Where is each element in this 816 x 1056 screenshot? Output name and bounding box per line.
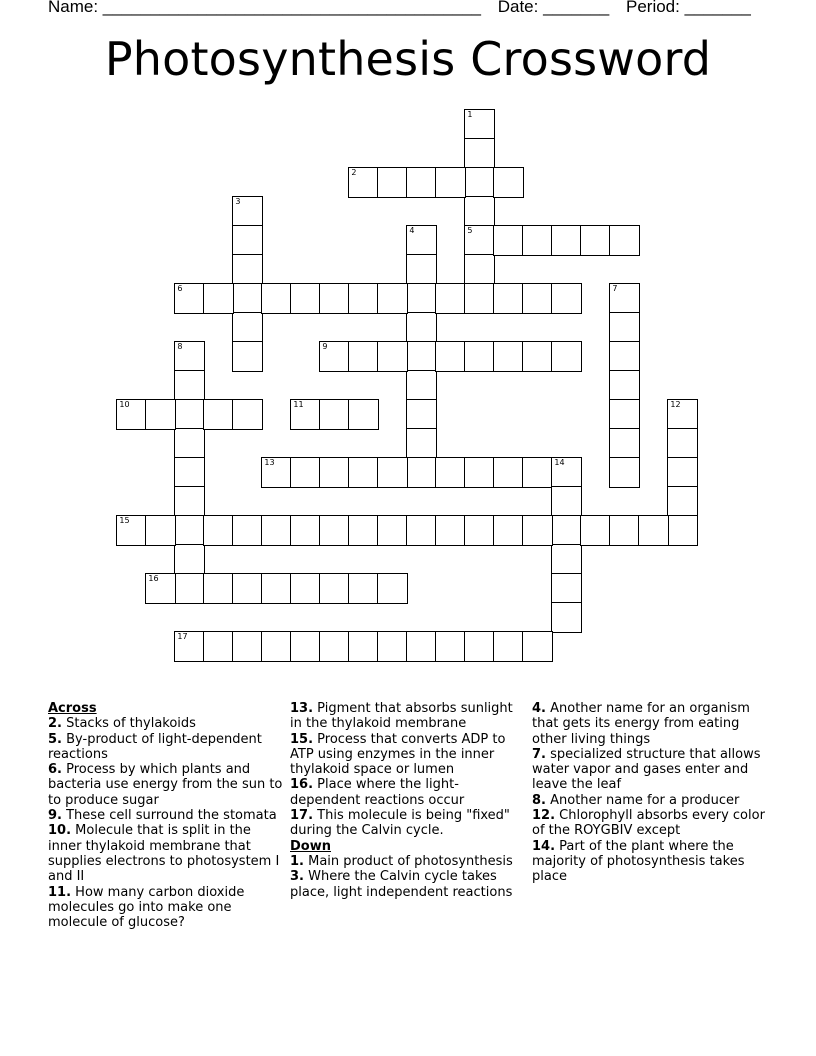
crossword-cell[interactable] (464, 225, 494, 255)
crossword-cell[interactable] (232, 631, 262, 661)
crossword-cell[interactable] (493, 225, 523, 255)
name-blank[interactable]: ________________________________________ (102, 0, 481, 16)
crossword-cell[interactable] (580, 225, 610, 255)
clue-text: Part of the plant where the majority of photosynthesis takes place (532, 838, 745, 885)
crossword-cell[interactable] (174, 573, 204, 603)
crossword-cell[interactable] (609, 428, 639, 458)
crossword-cell[interactable] (551, 573, 581, 603)
crossword-cell[interactable] (667, 486, 697, 516)
crossword-cell[interactable] (174, 428, 204, 458)
crossword-cell[interactable] (609, 399, 639, 429)
clue-text: Chlorophyll absorbs every color of the ROYGBIV except (532, 808, 765, 839)
clue-number-label: 4 (409, 226, 415, 236)
crossword-cell[interactable] (667, 457, 697, 487)
clue-text: Main product of photosynthesis (303, 853, 513, 869)
across-clue (290, 701, 526, 732)
crossword-cell[interactable] (406, 457, 436, 487)
clue-number: 5. (48, 731, 62, 747)
crossword-cell[interactable] (145, 399, 175, 429)
clue-number: 7. (532, 746, 546, 762)
crossword-cell[interactable] (609, 225, 639, 255)
crossword-cell[interactable] (203, 515, 233, 545)
crossword-cell[interactable] (319, 399, 349, 429)
crossword-cell[interactable] (319, 573, 349, 603)
crossword-cell[interactable] (319, 457, 349, 487)
crossword-cell[interactable] (522, 283, 552, 313)
crossword-cell[interactable] (406, 631, 436, 661)
crossword-cell[interactable] (609, 341, 639, 371)
clue-text: Process by which plants and bacteria use energy from the sun to to produce sugar (48, 762, 283, 808)
crossword-cell[interactable] (319, 515, 349, 545)
crossword-cell[interactable] (406, 428, 436, 458)
crossword-cell[interactable] (464, 167, 494, 197)
crossword-cell[interactable] (377, 167, 407, 197)
crossword-cell[interactable] (522, 225, 552, 255)
crossword-cell[interactable] (522, 457, 552, 487)
across-clue (290, 732, 526, 778)
clue-number: 11. (48, 884, 72, 900)
clue-text: Process that converts ADP to ATP using enzymes in the inner thylakoid space or lumen (290, 731, 506, 778)
crossword-cell[interactable] (174, 399, 204, 429)
clue-number-label: 8 (177, 342, 183, 352)
crossword-cell[interactable] (464, 109, 494, 139)
crossword-cell[interactable] (348, 341, 378, 371)
crossword-cell[interactable] (609, 515, 639, 545)
crossword-cell[interactable] (435, 457, 465, 487)
crossword-cell[interactable] (116, 515, 146, 545)
crossword-cell[interactable] (232, 399, 262, 429)
clue-text: specialized structure that allows water vapor and gases enter and leave the leaf (532, 746, 761, 793)
crossword-cell[interactable] (232, 312, 262, 342)
crossword-cell[interactable] (609, 283, 639, 313)
crossword-cell[interactable] (174, 486, 204, 516)
crossword-cell[interactable] (551, 486, 581, 516)
crossword-cell[interactable] (464, 196, 494, 226)
crossword-cell[interactable] (609, 370, 639, 400)
crossword-cell[interactable] (406, 225, 436, 255)
clue-number: 6. (48, 762, 62, 778)
clue-number: 14. (532, 838, 556, 854)
crossword-cell[interactable] (435, 167, 465, 197)
crossword-cell[interactable] (435, 283, 465, 313)
crossword-cell[interactable] (348, 399, 378, 429)
crossword-cell[interactable] (348, 457, 378, 487)
crossword-cell[interactable] (261, 283, 291, 313)
crossword-cell[interactable] (319, 341, 349, 371)
clues-column-1 (48, 701, 284, 930)
clue-text: Stacks of thylakoids (61, 716, 196, 732)
clue-text: Pigment that absorbs sunlight in the thylakoid membrane (290, 701, 513, 732)
crossword-cell[interactable] (377, 283, 407, 313)
crossword-cell[interactable] (174, 631, 204, 661)
crossword-cell[interactable] (290, 631, 320, 661)
crossword-cell[interactable] (174, 544, 204, 574)
crossword-cell[interactable] (290, 515, 320, 545)
clue-text: How many carbon dioxide molecules go into make one molecule of glucose? (48, 884, 245, 931)
clue-number: 3. (290, 869, 304, 885)
crossword-cell[interactable] (203, 283, 233, 313)
crossword-cell[interactable] (551, 602, 581, 632)
crossword-cell[interactable] (435, 341, 465, 371)
crossword-cell[interactable] (174, 457, 204, 487)
crossword-cell[interactable] (232, 515, 262, 545)
crossword-cell[interactable] (174, 515, 204, 545)
crossword-cell[interactable] (551, 225, 581, 255)
period-label: Period: (626, 0, 685, 16)
crossword-cell[interactable] (348, 167, 378, 197)
crossword-cell[interactable] (348, 283, 378, 313)
crossword-cell[interactable] (290, 283, 320, 313)
crossword-cell[interactable] (435, 515, 465, 545)
clue-number: 9. (48, 808, 62, 824)
across-heading: Across (48, 701, 97, 716)
crossword-cell[interactable] (667, 515, 697, 545)
crossword-cell[interactable] (667, 399, 697, 429)
clue-number: 10. (48, 823, 72, 839)
date-blank[interactable]: _______ (543, 0, 610, 16)
clue-text: These cell surround the stomata (61, 808, 277, 824)
crossword-cell[interactable] (638, 515, 668, 545)
crossword-cell[interactable] (406, 167, 436, 197)
crossword-cell[interactable] (174, 341, 204, 371)
crossword-cell[interactable] (377, 573, 407, 603)
crossword-cell[interactable] (348, 573, 378, 603)
crossword-cell[interactable] (203, 631, 233, 661)
crossword-cell[interactable] (261, 573, 291, 603)
across-clue (48, 823, 284, 884)
crossword-cell[interactable] (232, 196, 262, 226)
crossword-cell[interactable] (464, 515, 494, 545)
crossword-cell[interactable] (493, 341, 523, 371)
clue-text: This molecule is being "fixed" during the Calvin cycle. (290, 808, 510, 839)
crossword-cell[interactable] (464, 457, 494, 487)
crossword-cell[interactable] (406, 283, 436, 313)
crossword-cell[interactable] (435, 631, 465, 661)
across-clue (48, 716, 284, 731)
clues-column-2 (290, 701, 526, 900)
across-clue (290, 808, 526, 839)
crossword-cell[interactable] (232, 225, 262, 255)
crossword-cell[interactable] (145, 515, 175, 545)
clue-number: 15. (290, 731, 314, 747)
crossword-cell[interactable] (377, 341, 407, 371)
crossword-cell[interactable] (174, 370, 204, 400)
down-heading: Down (290, 838, 331, 854)
down-clue (532, 839, 772, 885)
crossword-cell[interactable] (377, 631, 407, 661)
clue-text: Where the Calvin cycle takes place, light independent reactions (290, 869, 513, 900)
period-blank[interactable]: _______ (684, 0, 751, 16)
crossword-cell[interactable] (522, 515, 552, 545)
crossword-cell[interactable] (232, 254, 262, 284)
clue-number: 17. (290, 808, 314, 824)
clue-number-label: 12 (670, 400, 681, 410)
across-clue (290, 777, 526, 808)
crossword-cell[interactable] (348, 631, 378, 661)
clue-number-label: 1 (467, 110, 473, 120)
crossword-cell[interactable] (551, 341, 581, 371)
crossword-cell[interactable] (232, 573, 262, 603)
crossword-cell[interactable] (406, 341, 436, 371)
crossword-cell[interactable] (232, 283, 262, 313)
crossword-cell[interactable] (203, 573, 233, 603)
down-clue (532, 747, 772, 793)
crossword-cell[interactable] (319, 283, 349, 313)
crossword-cell[interactable] (261, 457, 291, 487)
crossword-cell[interactable] (609, 312, 639, 342)
clue-text: Another name for an organism that gets its energy from eating other living things (532, 701, 750, 747)
crossword-cell[interactable] (290, 457, 320, 487)
down-clue (290, 869, 526, 900)
across-clue (48, 732, 284, 763)
crossword-cell[interactable] (261, 631, 291, 661)
clue-number-label: 2 (351, 168, 357, 178)
crossword-cell[interactable] (464, 631, 494, 661)
date-label: Date: (497, 0, 544, 16)
crossword-cell[interactable] (667, 428, 697, 458)
clue-number-label: 15 (119, 516, 130, 526)
crossword-cell[interactable] (464, 254, 494, 284)
clue-number-label: 17 (177, 632, 188, 642)
crossword-cell[interactable] (319, 631, 349, 661)
crossword-cell[interactable] (493, 631, 523, 661)
crossword-cell[interactable] (406, 254, 436, 284)
clues-column-3 (532, 701, 772, 885)
crossword-cell[interactable] (551, 515, 581, 545)
crossword-cell[interactable] (377, 457, 407, 487)
crossword-cell[interactable] (406, 399, 436, 429)
clue-number-label: 11 (293, 400, 304, 410)
crossword-cell[interactable] (261, 515, 291, 545)
crossword-cell[interactable] (348, 515, 378, 545)
clue-number: 13. (290, 701, 314, 716)
crossword-cell[interactable] (145, 573, 175, 603)
crossword-cell[interactable] (493, 457, 523, 487)
clue-text: Molecule that is split in the inner thylakoid membrane that supplies electrons to photosystem I and II (48, 823, 280, 885)
down-clue (532, 701, 772, 747)
across-clue (48, 885, 284, 931)
crossword-cell[interactable] (551, 283, 581, 313)
crossword-cell[interactable] (203, 399, 233, 429)
clue-number-label: 14 (554, 458, 565, 468)
crossword-cell[interactable] (464, 341, 494, 371)
crossword-cell[interactable] (406, 312, 436, 342)
clue-text: Place where the light-dependent reactions occur (290, 777, 465, 808)
clue-number-label: 6 (177, 284, 183, 294)
crossword-cell[interactable] (522, 341, 552, 371)
clue-number-label: 16 (148, 574, 159, 584)
page-title: Photosynthesis Crossword (104, 32, 712, 86)
clue-number: 2. (48, 716, 62, 732)
clue-number: 4. (532, 701, 546, 716)
clue-number: 12. (532, 808, 556, 824)
crossword-cell[interactable] (493, 283, 523, 313)
name-label: Name: (48, 0, 103, 16)
crossword-cell[interactable] (522, 631, 552, 661)
clue-text: Another name for a producer (545, 792, 740, 808)
crossword-cell[interactable] (232, 341, 262, 371)
across-clue (48, 808, 284, 823)
crossword-cell[interactable] (377, 515, 407, 545)
clue-number-label: 13 (264, 458, 275, 468)
crossword-cell[interactable] (551, 544, 581, 574)
clue-number-label: 3 (235, 197, 241, 207)
crossword-cell[interactable] (580, 515, 610, 545)
down-clue (532, 793, 772, 808)
crossword-cell[interactable] (464, 283, 494, 313)
down-clue (290, 854, 526, 869)
clue-number-label: 9 (322, 342, 328, 352)
clue-number: 16. (290, 777, 314, 793)
crossword-cell[interactable] (290, 573, 320, 603)
clue-number: 8. (532, 792, 546, 808)
crossword-cell[interactable] (609, 457, 639, 487)
crossword-cell[interactable] (290, 399, 320, 429)
crossword-cell[interactable] (464, 138, 494, 168)
clue-number-label: 5 (467, 226, 473, 236)
crossword-cell[interactable] (406, 370, 436, 400)
down-clue (532, 808, 772, 839)
clue-number-label: 10 (119, 400, 130, 410)
clue-number-label: 7 (612, 284, 618, 294)
clue-number: 1. (290, 853, 304, 869)
crossword-cell[interactable] (406, 515, 436, 545)
across-clue (48, 762, 284, 808)
crossword-cell[interactable] (116, 399, 146, 429)
crossword-cell[interactable] (493, 167, 523, 197)
clue-text: By-product of light-dependent reactions (48, 731, 262, 762)
crossword-cell[interactable] (174, 283, 204, 313)
crossword-cell[interactable] (493, 515, 523, 545)
crossword-cell[interactable] (551, 457, 581, 487)
